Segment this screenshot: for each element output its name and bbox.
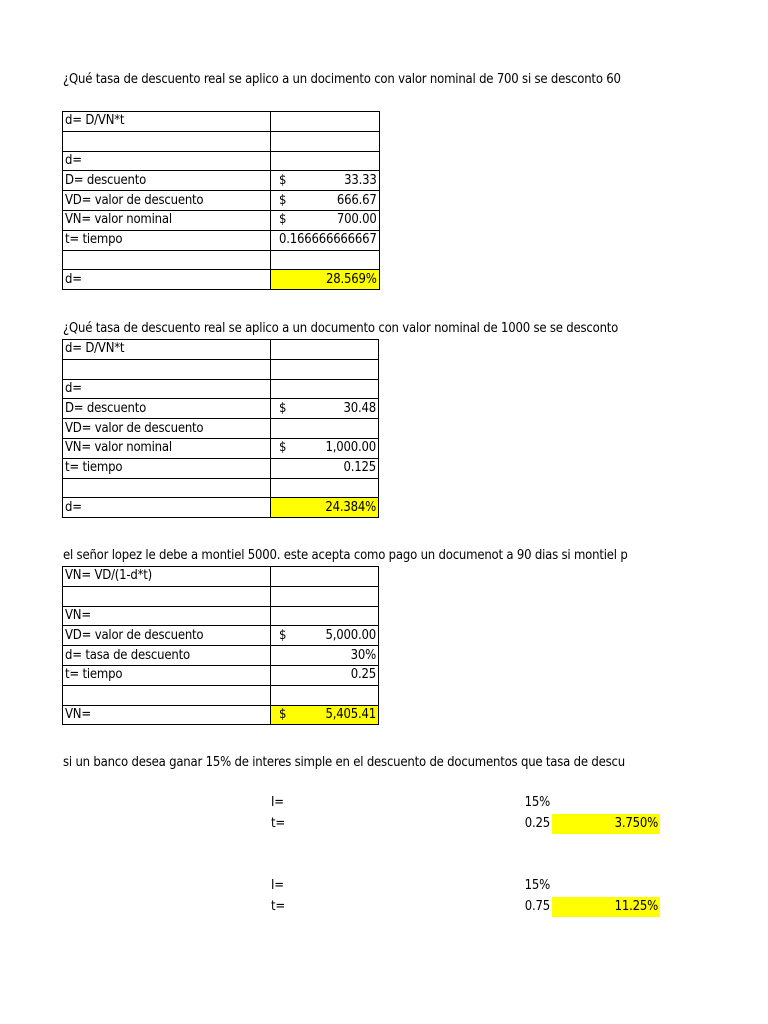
cell-label: t= tiempo	[63, 665, 271, 685]
cell-value	[271, 419, 379, 439]
calc2-t-label: t=	[271, 899, 285, 914]
table-row	[63, 567, 379, 587]
table-row	[63, 359, 379, 379]
currency-symbol: $	[279, 706, 287, 722]
currency-symbol	[273, 666, 279, 684]
table-row	[63, 210, 380, 230]
cell-number: 700.00	[336, 212, 377, 228]
table-row	[63, 646, 379, 666]
cell-number: 28.569%	[326, 271, 377, 287]
cell-value	[271, 665, 379, 685]
cell-number: 30%	[350, 647, 376, 663]
calc1-result: 3.750%	[552, 814, 660, 834]
cell-value	[271, 171, 380, 191]
cell-number: 33.33	[344, 172, 377, 188]
table-row	[63, 458, 379, 478]
question-3: el señor lopez le debe a montiel 5000. este acepta como pago un documenot a 90 dias si montiel p	[63, 548, 628, 563]
cell-value	[271, 478, 379, 498]
cell-value	[271, 151, 380, 171]
cell-number: 5,000.00	[325, 627, 376, 643]
table-row	[63, 270, 380, 290]
cell-number: 0.25	[350, 667, 376, 683]
table-row	[63, 340, 379, 360]
cell-value	[271, 399, 379, 419]
question-2: ¿Qué tasa de descuento real se aplico a un documento con valor nominal de 1000 se se desconto	[63, 321, 619, 336]
cell-value	[271, 685, 379, 705]
currency-symbol	[273, 271, 279, 289]
cell-value	[271, 230, 380, 250]
table-row	[63, 665, 379, 685]
question-1: ¿Qué tasa de descuento real se aplico a un docimento con valor nominal de 700 si se desconto 60	[63, 72, 621, 87]
currency-symbol: $	[279, 192, 287, 208]
cell-value	[271, 626, 379, 646]
cell-label: VN= valor nominal	[63, 210, 271, 230]
cell-label: d=	[63, 498, 271, 518]
currency-symbol	[273, 499, 279, 517]
cell-value	[271, 210, 380, 230]
table-row	[63, 478, 379, 498]
cell-value	[271, 646, 379, 666]
cell-label: d= tasa de descuento	[63, 646, 271, 666]
cell-value	[271, 606, 379, 626]
cell-value	[271, 131, 380, 151]
cell-label	[63, 359, 271, 379]
currency-symbol: $	[279, 172, 287, 188]
calc-table-1	[62, 111, 380, 290]
cell-number: 1,000.00	[325, 440, 376, 456]
cell-label: D= descuento	[63, 171, 271, 191]
calc2-result: 11.25%	[552, 897, 660, 917]
currency-symbol: $	[279, 627, 287, 643]
cell-label: VD= valor de descuento	[63, 419, 271, 439]
cell-label: VN= valor nominal	[63, 438, 271, 458]
cell-label: d=	[63, 379, 271, 399]
cell-label: VD= valor de descuento	[63, 626, 271, 646]
currency-symbol: $	[279, 212, 287, 228]
calc1-t-label: t=	[271, 816, 285, 831]
table-row	[63, 112, 380, 132]
cell-result	[271, 270, 380, 290]
table-row	[63, 685, 379, 705]
cell-value	[271, 567, 379, 587]
cell-result	[271, 498, 379, 518]
table-row	[63, 191, 380, 211]
cell-number: 24.384%	[325, 499, 376, 515]
calc-table-3	[62, 566, 379, 725]
calc2-i-value: 15%	[524, 878, 550, 893]
calc-table-2	[62, 339, 379, 518]
table-row	[63, 399, 379, 419]
table-row	[63, 438, 379, 458]
calc2-t-value: 0.75	[524, 899, 550, 914]
table-row	[63, 131, 380, 151]
currency-symbol	[273, 647, 279, 665]
cell-value	[271, 191, 380, 211]
cell-number: 0.166666666667	[279, 232, 377, 248]
cell-label: d=	[63, 270, 271, 290]
table-row	[63, 151, 380, 171]
table-row	[63, 705, 379, 725]
cell-value	[271, 340, 379, 360]
cell-label: d=	[63, 151, 271, 171]
cell-label: D= descuento	[63, 399, 271, 419]
cell-label: d= D/VN*t	[63, 112, 271, 132]
cell-label	[63, 131, 271, 151]
cell-number: 30.48	[343, 400, 376, 416]
cell-label: VN=	[63, 606, 271, 626]
cell-result	[271, 705, 379, 725]
table-row	[63, 230, 380, 250]
cell-number: 5,405.41	[325, 706, 376, 722]
table-row	[63, 171, 380, 191]
cell-value	[271, 250, 380, 270]
cell-label: t= tiempo	[63, 230, 271, 250]
cell-value	[271, 379, 379, 399]
table-row	[63, 419, 379, 439]
cell-value	[271, 438, 379, 458]
cell-label	[63, 586, 271, 606]
cell-label: VN=	[63, 705, 271, 725]
cell-number: 666.67	[336, 192, 377, 208]
cell-label	[63, 685, 271, 705]
cell-label: d= D/VN*t	[63, 340, 271, 360]
cell-label: VD= valor de descuento	[63, 191, 271, 211]
currency-symbol: $	[279, 400, 287, 416]
table-row	[63, 250, 380, 270]
question-4: si un banco desea ganar 15% de interes simple en el descuento de documentos que tasa de descu	[63, 755, 625, 770]
cell-label: t= tiempo	[63, 458, 271, 478]
cell-value	[271, 458, 379, 478]
table-row	[63, 606, 379, 626]
calc1-i-value: 15%	[524, 795, 550, 810]
table-row	[63, 498, 379, 518]
currency-symbol	[273, 459, 279, 477]
table-row	[63, 626, 379, 646]
table-row	[63, 586, 379, 606]
cell-value	[271, 112, 380, 132]
cell-value	[271, 586, 379, 606]
calc2-i-label: I=	[271, 878, 284, 893]
cell-label	[63, 478, 271, 498]
calc1-t-value: 0.25	[524, 816, 550, 831]
cell-label	[63, 250, 271, 270]
cell-value	[271, 359, 379, 379]
calc1-i-label: I=	[271, 795, 284, 810]
table-row	[63, 379, 379, 399]
cell-label: VN= VD/(1-d*t)	[63, 567, 271, 587]
currency-symbol: $	[279, 440, 287, 456]
cell-number: 0.125	[343, 460, 376, 476]
